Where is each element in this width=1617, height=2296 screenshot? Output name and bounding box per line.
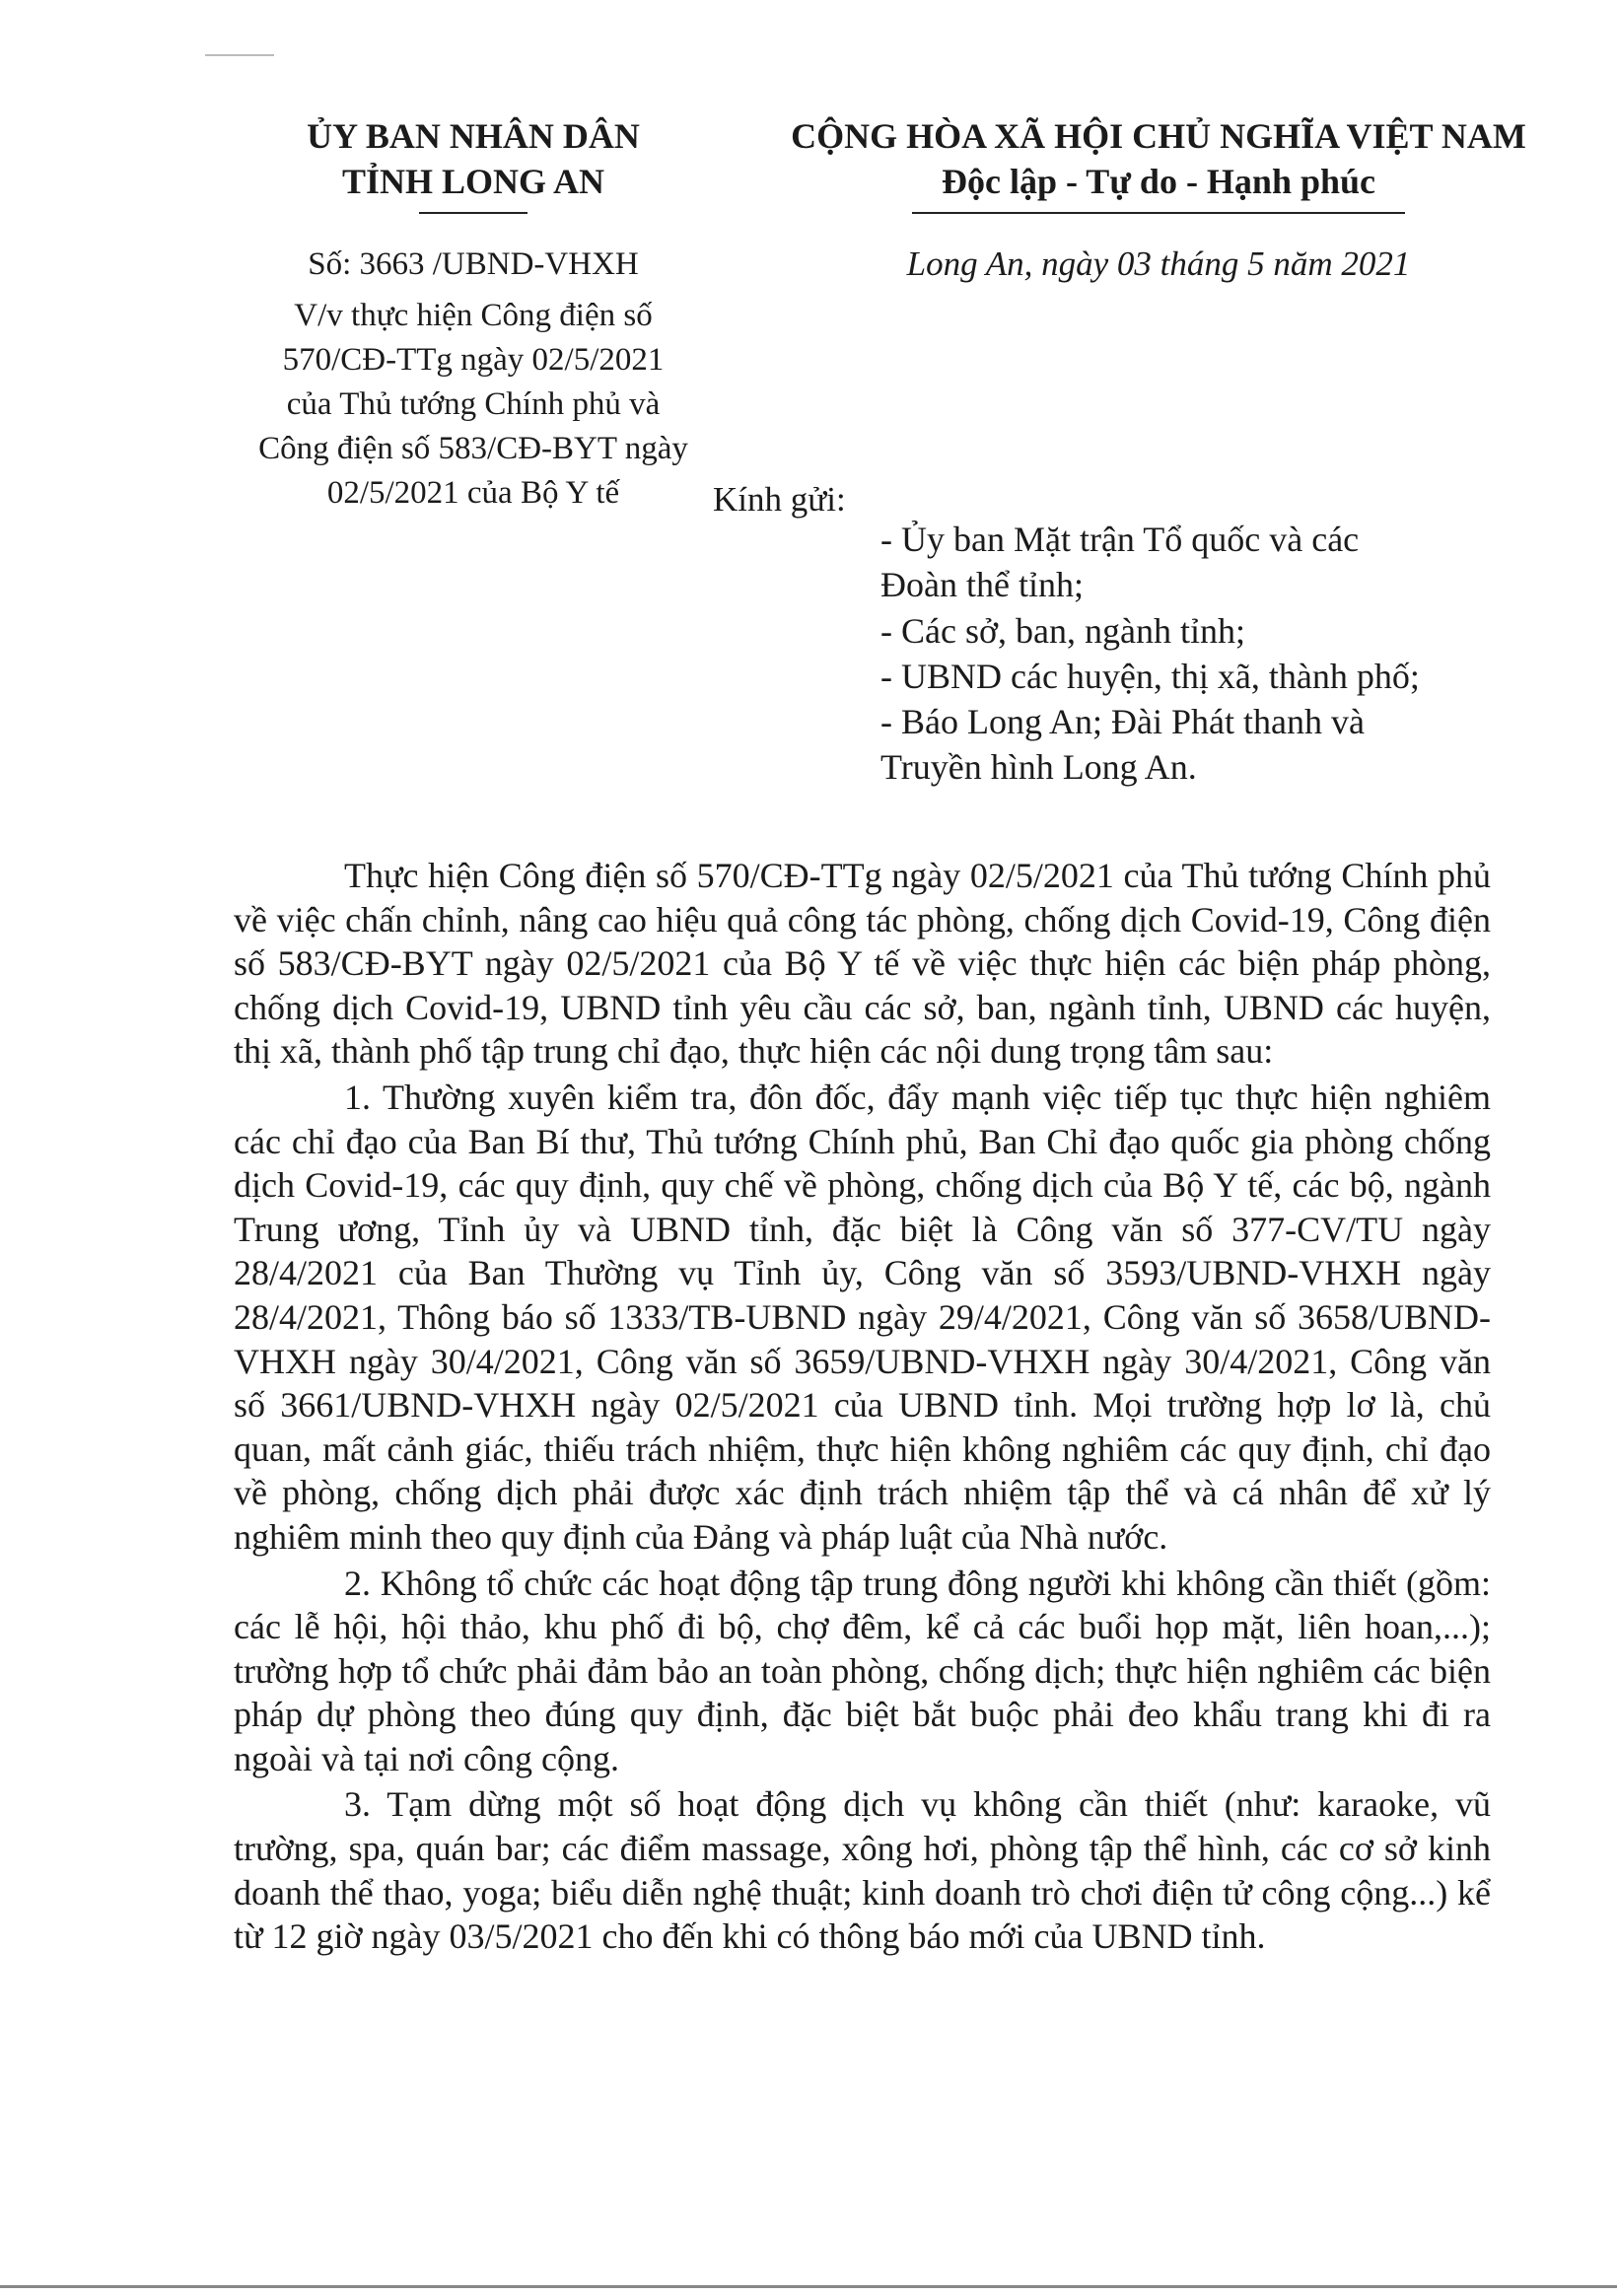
body-paragraph: 2. Không tổ chức các hoạt động tập trung đông người khi không cần thiết (gồm: các lễ hội, hội thảo, khu phố đi bộ, chợ đêm, kể cả các buổi họp mặt, liên hoan,...); trường hợp tổ chức phải đảm bảo an toàn phòng, chống dịch; thực hiện nghiêm các biện pháp dự phòng theo đúng quy định, đặc biệt bắt buộc phải đeo khẩu trang khi đi ra ngoài và tại nơi công cộng. — [234, 1563, 1491, 1778]
issuer-underline — [419, 212, 527, 214]
national-motto: Độc lập - Tự do - Hạnh phúc — [941, 162, 1376, 201]
recipient-item: - UBND các huyện, thị xã, thành phố; — [880, 656, 1420, 696]
issuer-line-2: TỈNH LONG AN — [341, 162, 605, 201]
recipient-item: - Các sở, ban, ngành tỉnh; — [880, 610, 1245, 651]
recipient-item: Đoàn thể tỉnh; — [880, 565, 1084, 605]
subject-block — [177, 294, 769, 516]
subject-line: của Thủ tướng Chính phủ và — [286, 386, 661, 422]
recipient-item: - Báo Long An; Đài Phát thanh và — [880, 702, 1365, 742]
salutation: Kính gửi: — [713, 480, 846, 519]
body-paragraph: 1. Thường xuyên kiểm tra, đôn đốc, đẩy mạnh việc tiếp tục thực hiện nghiêm các chỉ đạo của Ban Bí thư, Thủ tướng Chính phủ, Ban Chỉ đạo quốc gia phòng chống dịch Covid-19, các quy định, quy chế về phòng, chống dịch của Bộ Y tế, các bộ, ngành Trung ương, Tỉnh ủy và UBND tỉnh, đặc biệt là Công văn số 377-CV/TU ngày 28/4/2021 của Ban Thường vụ Tỉnh ủy, Công văn số 3593/UBND-VHXH ngày 28/4/2021, Thông báo số 1333/TB-UBND ngày 29/4/2021, Công văn số 3658/UBND-VHXH ngày 30/4/2021, Công văn số 3659/UBND-VHXH ngày 30/4/2021, Công văn số 3661/UBND-VHXH ngày 02/5/2021 của UBND tỉnh. Mọi trường hợp lơ là, chủ quan, mất cảnh giác, thiếu trách nhiệm, thực hiện không nghiêm các quy định, chỉ đạo về phòng, chống dịch phải được xác định trách nhiệm tập thể và cá nhân để xử lý nghiêm minh theo quy định của Đảng và pháp luật của Nhà nước. — [234, 1077, 1491, 1557]
date-line: Long An, ngày 03 tháng 5 năm 2021 — [906, 244, 1411, 283]
subject-line: V/v thực hiện Công điện số — [294, 298, 653, 333]
national-motto-block — [759, 113, 1558, 214]
issuer-line-1: ỦY BAN NHÂN DÂN — [307, 116, 640, 156]
national-title: CỘNG HÒA XÃ HỘI CHỦ NGHĨA VIỆT NAM — [791, 116, 1526, 156]
subject-line: 570/CĐ-TTg ngày 02/5/2021 — [282, 342, 665, 378]
document-body — [234, 854, 1491, 1961]
subject-line: Công điện số 583/CĐ-BYT ngày — [258, 431, 688, 466]
page-bottom-edge — [0, 2285, 1617, 2288]
issuer-block — [177, 113, 769, 214]
document-number: Số: 3663 /UBND-VHXH — [308, 246, 639, 282]
recipient-item: - Ủy ban Mặt trận Tổ quốc và các — [880, 520, 1360, 559]
body-paragraph: 3. Tạm dừng một số hoạt động dịch vụ không cần thiết (như: karaoke, vũ trường, spa, quán bar; các điểm massage, xông hơi, phòng tập thể hình, các cơ sở kinh doanh thể thao, yoga; biểu diễn nghệ thuật; kinh doanh trò chơi điện tử công cộng...) kể từ 12 giờ ngày 03/5/2021 cho đến khi có thông báo mới của UBND tỉnh. — [234, 1784, 1491, 1957]
motto-underline — [912, 212, 1405, 214]
scan-mark — [205, 54, 274, 56]
subject-line: 02/5/2021 của Bộ Y tế — [326, 475, 620, 511]
recipient-item: Truyền hình Long An. — [880, 747, 1197, 788]
recipient-list — [880, 517, 1472, 791]
body-paragraph: Thực hiện Công điện số 570/CĐ-TTg ngày 02/5/2021 của Thủ tướng Chính phủ về việc chấn chỉnh, nâng cao hiệu quả công tác phòng, chống dịch Covid-19, Công điện số 583/CĐ-BYT ngày 02/5/2021 của Bộ Y tế về việc thực hiện các biện pháp phòng, chống dịch Covid-19, UBND tỉnh yêu cầu các sở, ban, ngành tỉnh, UBND các huyện, thị xã, thành phố tập trung chỉ đạo, thực hiện các nội dung trọng tâm sau: — [234, 856, 1491, 1072]
